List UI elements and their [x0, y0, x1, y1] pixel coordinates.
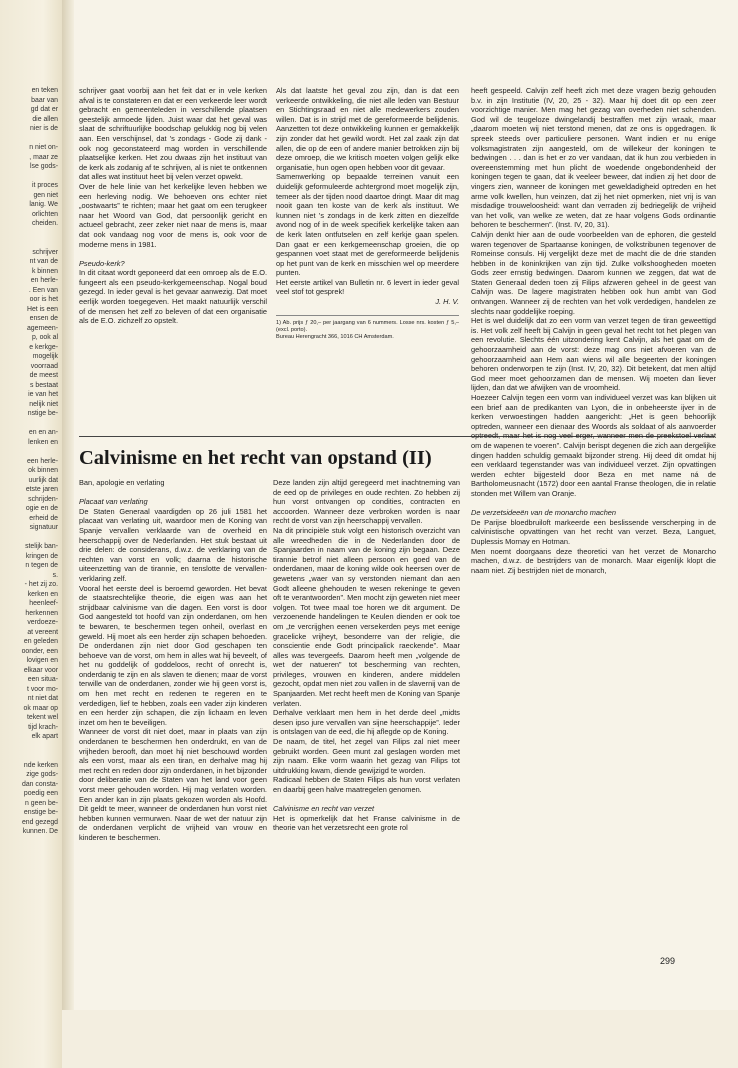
bottom-column-2: [273, 478, 460, 833]
margin-fragment: elkaar voor: [23, 666, 58, 674]
margin-fragment: ie van het: [28, 391, 58, 398]
margin-fragment: cheiden.: [31, 220, 58, 227]
margin-fragment: mogelijk: [32, 353, 58, 360]
margin-fragment: [0, 751, 58, 761]
paragraph: Deze landen zijn altijd geregeerd met inachtneming van de eed op de privileges en oude rechten. Zo hebben zij hun vorst ontvangen op condities, contracten en accoorden. Wanneer deze verbroken worden is naar recht de vorst van zijn heerschappij vervallen.: [273, 478, 460, 526]
margin-fragment: - het zij zo.: [24, 581, 58, 588]
margin-fragment: kringen de: [25, 552, 58, 560]
margin-fragment: nier is de: [30, 125, 58, 132]
margin-fragment: stelijk ban-: [25, 543, 58, 550]
paragraph: heeft gespeeld. Calvijn zelf heeft zich met deze vragen bezig gehouden b.v. in zijn Institutie (IV, 20, 25 - 32). Maar hij doet dit op een zeer voorzichtige manier. Men mag het gezag van overheden niet schenden. God wil de teugeloze dwingelandij bestraffen met zijn wraak, maar „daarom moeten wij niet terstond menen, dat ze ons is opgedragen. Ik spreek steeds over particuliere personen. Want indien er nu enige volksmagistraten zijn aangesteld, om de willekeur der koningen te bedwingen . . . dan is het er zo ver vandaan, dat ik hun zou verbieden in overeenstemming met hun plicht de woedende ongebondenheid der koningen tegen te gaan, dat ik veeleer beweer, dat indien zij het door de vingers zien, wanneer de koningen met geweldadigheid optreden en het arme volk kwellen, hun veinzen, dat zij het niet opmerken, niet vrij is van misdadige trouweloosheid: want dan verraden zij bedriegelijk de vrijheid van het volk, van welke ze weten, dat ze haar volgens Gods ordinantie behoren te beschermen”. (Inst. IV, 20, 31).: [471, 86, 716, 230]
paragraph: Over de hele linie van het kerkelijke leven hebben we een herleving nodig. We behoeven ons echter niet „oostwaarts” te richten; maar het gaat om een terugkeer naar het Woord van God, dat persoonlijk gericht en actueel gebracht, zeer zeker niet naar de mens is, maar dat ook vandaag nog voor de mens is, ook voor de moderne mens in 1981.: [79, 181, 267, 249]
margin-fragment: s bestaat: [30, 381, 58, 389]
paragraph: Derhalve verklaart men hem in het derde deel „midts desen ipso jure vervallen van sijne heerschappije”. Ieder is ontslagen van de eed, die hij aflegde op de Koning.: [273, 708, 460, 737]
margin-fragment: gen niet: [33, 191, 58, 199]
margin-fragment: orlichten: [31, 210, 58, 218]
margin-fragment: ok binnen: [28, 467, 58, 474]
section-heading: Calvinisme en recht van verzet: [273, 804, 375, 814]
margin-fragment: heenleef-: [29, 600, 58, 607]
margin-fragment: oor is het: [29, 296, 58, 303]
margin-fragment: en en an-: [28, 429, 58, 436]
margin-fragment: n geen be-: [25, 799, 58, 807]
margin-fragment: [0, 172, 58, 182]
margin-fragment: Het is een: [26, 305, 58, 313]
paragraph: De naam, de titel, het zegel van Filips zal niet meer gebruikt worden. Geen munt zal geslagen worden met zijn naam. Elke vorm waarin het gezag van Filips tot uitdrukking kwam, diende gewijzigd te worden.: [273, 737, 460, 775]
paragraph: Vooral het eerste deel is beroemd geworden. Het bevat de staatsrechtelijke theorie, die eigen was aan het strijdbaar calvinisme van die dagen. Een vorst is door God aangesteld tot hoofd van zijn onderdanen, om hen te bewaren, te beschermen tegen onheil, overlast en geweld. Hij moet als een herder zijn schapen behoeden. De onderdanen zijn niet door God geschapen ten behoeve van de vorst, om hem in alles wat hij beveelt, of het nu goddelijk of goddeloos, recht of onrecht is, onderdanig te zijn en als slaven te dienen; maar de vorst terwille van de onderdanen, zonder wie hij geen vorst is, om hen met recht en redenen te regeren en te verdedigen, lief te hebben, zoals een vader zijn kinderen en een herder zijn schapen, die zijn lichaam en leven inzet om hen te beveiligen.: [79, 583, 267, 727]
margin-fragment: elk apart: [31, 733, 58, 740]
margin-fragment: n tegen de: [25, 562, 58, 569]
margin-fragment: nde kerken: [23, 761, 58, 769]
margin-fragment: [0, 238, 58, 248]
margin-fragment: ogie en de: [25, 505, 58, 512]
page-number: 299: [660, 956, 676, 966]
signature: J. H. V.: [435, 297, 459, 307]
margin-fragment: de meest: [29, 372, 58, 379]
margin-fragment: enstige be-: [23, 809, 58, 816]
margin-fragment: baar van: [31, 96, 58, 104]
paragraph: In dit citaat wordt geponeerd dat een omroep als de E.O. fungeert als een pseudo-kerkgemeenschap. Nogal boud gezegd. In ieder geval is het gevaar aanwezig. Dat moet eerlijk worden toegegeven. Het maakt natuurlijk verschil of de mensen het zelf zo beleven of dat een organisatie als de E.O. zichzelf zo opstelt.: [79, 268, 267, 326]
margin-fragment: gd dat er: [30, 106, 58, 113]
margin-fragment: kunnen. De: [22, 828, 58, 835]
margin-fragment: lanig. We: [29, 201, 58, 208]
margin-fragment: [0, 533, 58, 543]
paragraph: Calvijn denkt hier aan de oude voorbeelden van de ephoren, die gesteld waren tegenover de Spartaanse koningen, de volkstribunen tegenover de Romeinse consuls. Hij vergelijkt deze met de macht die de drie standen hebben in de koninkrijken van zijn tijd. Zulke volkshoogheden moeten Gods zeer ernstig bedwingen. Daarom kunnen we zeggen, dat wat de Staten Generaal deden toen zij Filips afzweren geheel in de geest van Calvijn was. De lagere magistraten hebben ook hun ambt van God ontvangen. Wanneer zij de rechten van het volk verdedigen, handelen ze slechts naar goddelijke roeping.: [471, 229, 716, 316]
margin-fragment: t voor mo-: [26, 685, 58, 693]
margin-fragment: oonder, een: [21, 647, 58, 655]
margin-fragment: p, ook al: [31, 334, 58, 341]
paragraph: De Staten Generaal vaardigden op 26 juli 1581 het placaat van verlating uit, waardoor men de Koning van Spanje vervallen verklaarde van de overheid en heerschappij over de Nederlanden. Het stuk bestaat uit drie delen: de considerans, d.w.z. de verklaring van de rechten van vorst en volk; daarna de historische uiteenzetting van de tirannie, en tenslotte de vervallen-verklaring zelf.: [79, 506, 267, 583]
paragraph: Het is wel duidelijk dat zo een vorm van verzet tegen de tiran geweettigd is. Het volk zelf heeft bij Calvijn in geen geval het recht tot het plegen van een revolutie. Slechts één uitzondering kent Calvijn, als het gaat om de gehoorzaamheid aan de vorst: deze mag ons niet afvoeren van de gehoorzaamheid aan Hem aan wiens wil alle begeerten der koningen behoren onderworpen te zijn (Inst. IV, 20, 32). Dit betekent, dat men altijd God meer moet gehoorzamen dan de mensen. Wij moeten dan liever lijden, dan dat we afwijken van de vroomheid.: [471, 316, 716, 393]
margin-fragment: een herle-: [26, 457, 58, 465]
margin-fragment: poedig een: [23, 790, 58, 797]
margin-fragment: die allen: [32, 115, 58, 123]
margin-fragment: en geleden: [23, 638, 58, 645]
paragraph: schrijver gaat voorbij aan het feit dat er in vele kerken afval is te constateren en dat er een verkeerde leer wordt gebracht en gemeenteleden in verschillende plaatsen geestelijk armoede lijden. Juist waar dat het geval was slaat de schriftuurlijke boodschap gelukkig nog bij velen aan. Een verschijnsel, dat 's zondags - Gode zij dank - ook nog geconstateerd mag worden in verschillende plaatselijke kerken. Het zou dwaas zijn het instituut van de kerk als zodanig af te schrijven, al is niet te ontkennen dat alles wat instituut heet bij velen verzet opwekt.: [79, 86, 267, 182]
margin-fragment: [0, 419, 58, 429]
margin-fragment: uurlijk dat: [28, 476, 58, 484]
top-column-1: [79, 86, 267, 326]
paragraph: Radicaal hebben de Staten Filips als hun vorst verlaten en daarbij geen halve maatregelen genomen.: [273, 775, 460, 794]
footnote: 1) Ab. prijs ƒ 20,– per jaargang van 6 nummers. Losse nrs. kosten ƒ 5,– (excl. porto).: [276, 315, 459, 335]
paragraph: Het is opmerkelijk dat het Franse calvinisme in de theorie van het verzetsrecht een grote rol: [273, 813, 460, 833]
margin-fragment: verdoeze-: [27, 619, 58, 626]
bottom-column-1: [79, 478, 267, 843]
footnote-address: Bureau Herengracht 366, 1016 CH Amsterdam.: [276, 334, 394, 341]
right-column: [471, 86, 716, 575]
margin-fragment: agemeen-: [26, 324, 58, 332]
margin-fragment: at vereent: [27, 628, 58, 636]
margin-fragment: s.: [52, 571, 58, 579]
margin-fragment: k binnen: [31, 267, 58, 275]
margin-fragment: signatuur: [29, 524, 58, 531]
margin-fragment: zige gods-: [26, 771, 58, 778]
page-fold: [62, 0, 74, 1068]
margin-fragment: lse gods-: [30, 163, 58, 170]
paragraph: Het eerste artikel van Bulletin nr. 6 levert in ieder geval veel stof tot gesprek!: [276, 277, 459, 297]
margin-fragment: schrijver: [32, 248, 58, 256]
left-page-fragments: [0, 86, 58, 837]
margin-fragment: ok maar op: [23, 704, 58, 712]
margin-fragment: een situa-: [27, 676, 58, 683]
margin-fragment: herkennen: [25, 609, 58, 617]
margin-fragment: tijd krach-: [28, 723, 58, 731]
margin-fragment: [0, 742, 58, 752]
section-heading: Placaat van verlating: [79, 497, 148, 507]
margin-fragment: en herle-: [30, 277, 58, 284]
article-title: Calvinisme en het recht van opstand (II): [79, 447, 432, 469]
paragraph: Als dat laatste het geval zou zijn, dan is dat een verkeerde ontwikkeling, die niet alle leden van Bestuur en Stichtingsraad en niet alle medewerkers zouden willen. Dat is in strijd met de gereformeerde belijdenis. Aanzetten tot deze ontwikkeling kunnen er gemakkelijk zijn zonder dat het gewild wordt. Het zal zaak zijn dat allen, die op de een of andere manier betrokken zijn bij deze omroep, die we kritisch moeten volgen gelijk elke organisatie, hun ogen open hebben voor dit gevaar.: [276, 86, 459, 172]
margin-fragment: lenken en: [28, 438, 58, 446]
margin-fragment: lovigen en: [26, 657, 58, 664]
margin-fragment: . Een van: [28, 286, 58, 294]
margin-fragment: kerken en: [27, 590, 58, 598]
margin-fragment: etste jaren: [25, 486, 58, 493]
margin-fragment: e kerkge-: [29, 343, 58, 351]
page-bottom-area: [62, 1010, 738, 1068]
margin-fragment: dan consta-: [21, 780, 58, 788]
margin-fragment: tekent wel: [26, 714, 58, 721]
margin-fragment: nt van de: [29, 258, 58, 265]
margin-fragment: [0, 229, 58, 239]
margin-fragment: en teken: [31, 87, 58, 94]
margin-fragment: [0, 134, 58, 144]
top-column-2: [276, 86, 459, 342]
margin-fragment: nt niet dat: [27, 695, 58, 702]
paragraph: Wanneer de vorst dit niet doet, maar in plaats van zijn onderdanen te beschermen hen onderdrukt, en van de vrijheden berooft, dan moet hij niet beschouwd worden als een vorst, maar als een tiran, en derhalve mag hij met recht en reden door zijn onderdanen, in het bijzonder door deliberatie van de Staten van het land voor geen vorst meer gehouden worden. Hij mag verlaten worden. Een ander kan in zijn plaats gekozen worden als Hoofd. Dit geldt te meer, wanneer de onderdanen hun vorst niet hebben kunnen vermurwen. Naar de wet der natuur zijn de onderdanen verplicht de vrijheid van vrouw en kinderen te beschermen.: [79, 727, 267, 842]
section-heading: De verzetsideeën van de monarcho machen: [471, 508, 617, 518]
paragraph: Samenwerking op bepaalde terreinen vanuit een duidelijk geformuleerde achtergrond moet mogelijk zijn, temeer als der tijden nood daartoe dringt. Maar dit mag nooit gaan ten koste van de kerk als instituut. We kunnen niet 's zondags in de kerk zitten en diezelfde avond nog of in de week specifiek kerkelijke taken aan de kerk laten ontfutselen en zelf kerkje gaan spelen. Dan gaat er een kerkgemeenschap groeien, die op gespannen voet staat met de gereformeerde belijdenis op het punt van de kerk en misschien wel op meerdere punten.: [276, 172, 459, 278]
margin-fragment: , maar ze: [29, 153, 58, 161]
paragraph: Men noemt doorgaans deze theoretici van het verzet de Monarcho machen, d.w.z. de bestrijders van de monarch. Maar eigenlijk klopt die naam niet. Zij bestrijden niet de monarch,: [471, 546, 716, 575]
margin-fragment: n niet on-: [29, 144, 58, 151]
paragraph: De Parijse bloedbruiloft markeerde een beslissende verscherping in de calvinistische opvattingen van het recht van verzet. Beza, Languet, Duplessis Mornay en Hotman.: [471, 517, 716, 546]
margin-fragment: it proces: [31, 182, 58, 189]
margin-fragment: ensen de: [29, 315, 58, 322]
paragraph: Hoezeer Calvijn tegen een vorm van individueel verzet was kan blijken uit een brief aan de predikanten van Lyon, die in onbeheerste ijver in de kerken verwoestingen hadden aangericht: „Het is geen behoorlijk optreden, wanneer een dienaar des Woords als soldaat of als aanvoerder optreedt, maar het is nog veel erger, wanneer men de preekstoel verlaat om de wapenen te voeren”. Calvijn berispt degenen die zich aan dergelijke dingen hadden schuldig gemaakt bijzonder streng. Hij deed dit omdat hij een verklaard tegenstander was van individueel verzet. Zijn opvattingen werden echter bijgesteld door Beza en met name ná de Bartholomeusnacht (1572) door een aantal Franse theologen, die in relatie stonden met Willem van Oranje.: [471, 393, 716, 498]
margin-fragment: [0, 447, 58, 457]
paragraph: Na dit principiële stuk volgt een historisch overzicht van alle wreedheden die in de Nederlanden door de Spanjaarden in naam van de koning zijn begaan. Deze tirannie betrof niet alleen persoon en goed van de onderdanen, maar de koning wilde ook heersen over de gewetens „waer van sy verstonden niemant dan aen Godt alleene ghehouden te wesen rekeninge te geven oft te verantwoorden”. Men mocht zijn geweten niet meer volgen. Tot twee maal toe horen we dit argument. De verzoenende handelingen te Keulen dienden er ook toe om „te vercrijghen eenen versekerden peys met eenige gracelicke vrijheyt, besonderre van der religie, die conscientie ende Godt principalick raeckende”. Maar alles was tevergeefs. Daarom heeft men „volgende de wet der natueren” tot bescherming van rechten, privileges, vrouwen en kinderen, andere middelen gezocht, opdat men niet zou vallen in de slavernij van de Spanjaarden. Met recht heeft men de Koning van Spanje verlaten.: [273, 525, 460, 708]
section-heading: Pseudo-kerk?: [79, 258, 125, 268]
margin-fragment: nstige be-: [27, 410, 58, 417]
subtitle: Ban, apologie en verlating: [79, 478, 165, 487]
margin-fragment: erheid de: [29, 514, 58, 522]
margin-fragment: schrijden-: [28, 495, 58, 503]
margin-fragment: end gezegd: [21, 818, 58, 826]
margin-fragment: voorraad: [30, 362, 58, 370]
margin-fragment: nelijk niet: [29, 400, 58, 408]
left-page-margin: [0, 0, 62, 1068]
